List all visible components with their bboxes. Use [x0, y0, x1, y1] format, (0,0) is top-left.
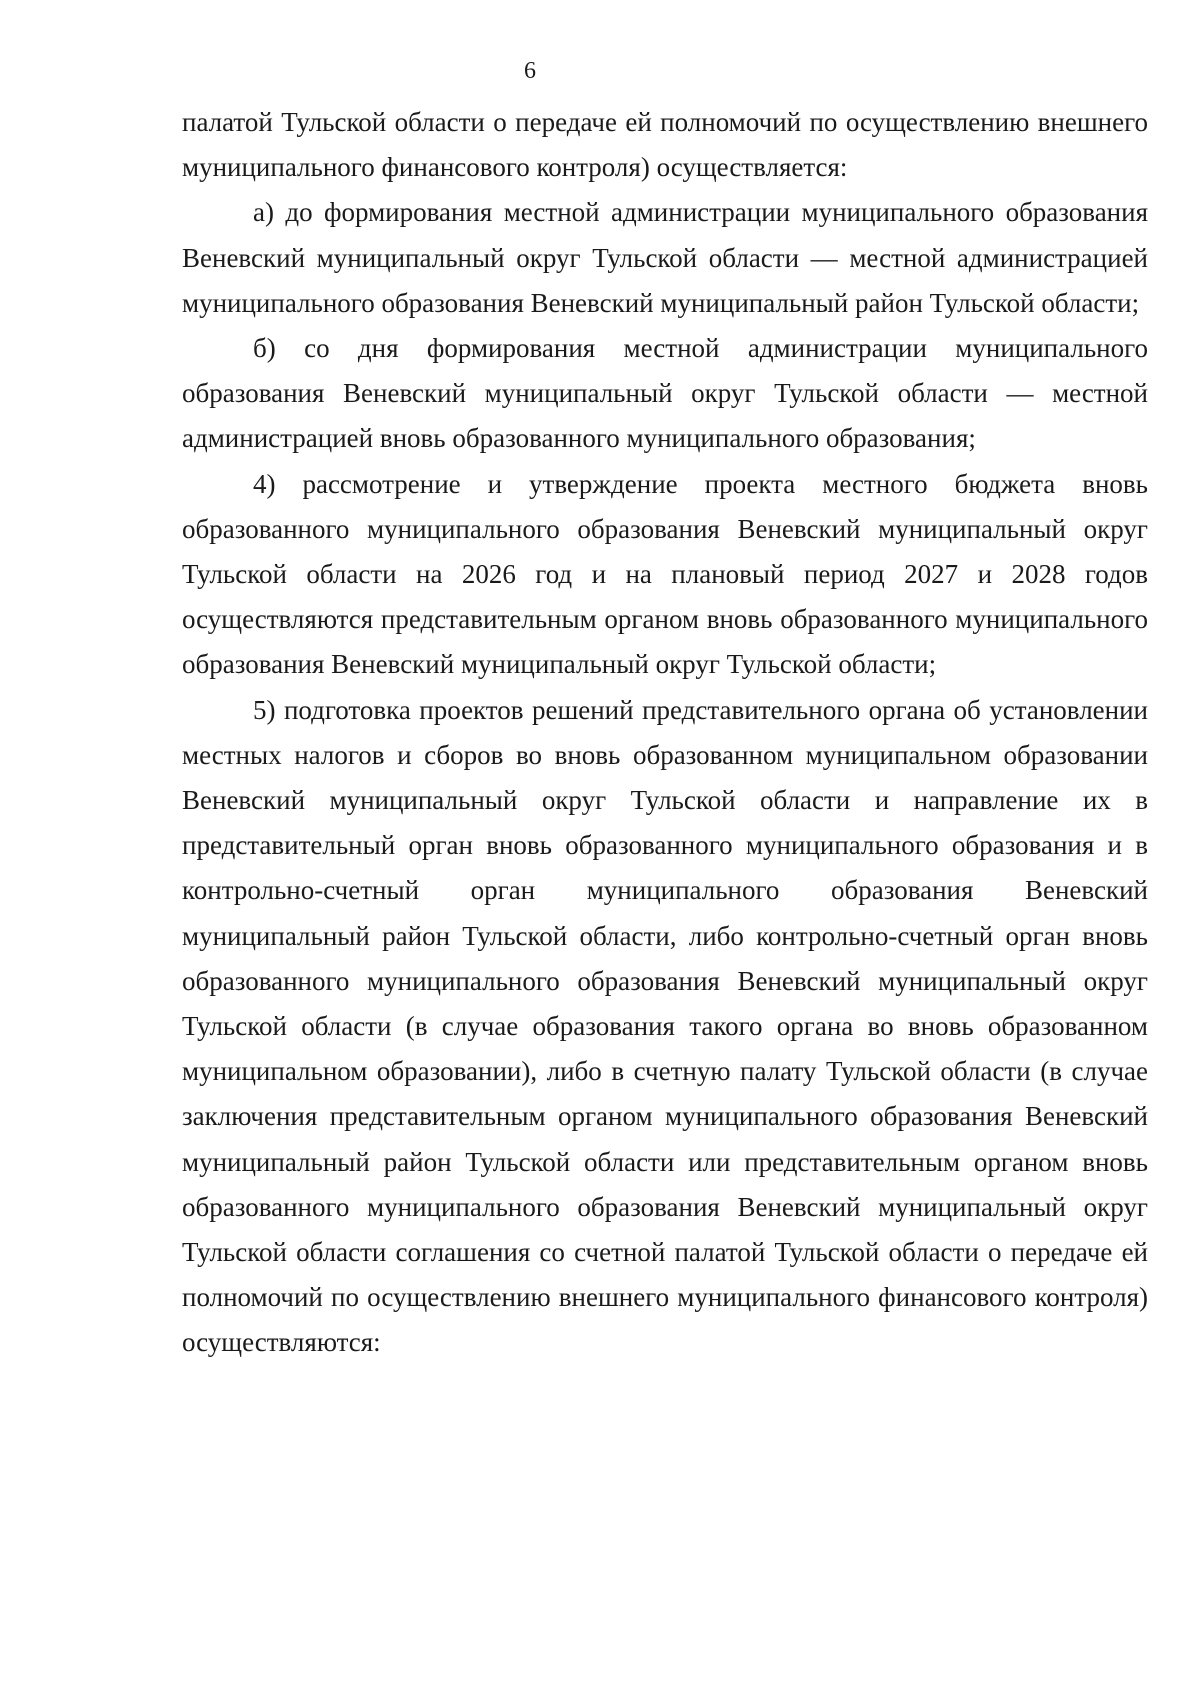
paragraph-item-5: 5) подготовка проектов решений представительного органа об установлении местных налогов и сборов во вновь образованном муниципальном образовании Веневский муниципальный округ Тульской области и направление их в представительный орган вновь образованного муниципального образования и в контрольно-счетный орган муниципального образования Веневский муниципальный район Тульской области, либо контрольно-счетный орган вновь образованного муниципального образования Веневский муниципальный округ Тульской области (в случае образования такого органа во вновь образованном муниципальном образовании), либо в счетную палату Тульской области (в случае заключения представительным органом муниципального образования Веневский муниципальный район Тульской области или представительным органом вновь образованного муниципального образования Веневский муниципальный округ Тульской области соглашения со счетной палатой Тульской области о передаче ей полномочий по осуществлению внешнего муниципального финансового контроля) осуществляются: [182, 694, 1148, 1358]
page-number: 6 [524, 58, 536, 84]
paragraph-item-4: 4) рассмотрение и утверждение проекта местного бюджета вновь образованного муниципального образования Веневский муниципальный округ Тульской области на 2026 год и на плановый период 2027 и 2028 годов осуществляются представительным органом вновь образованного муниципального образования Веневский муниципальный округ Тульской области; [182, 468, 1148, 680]
paragraph-item-a: а) до формирования местной администрации муниципального образования Веневский муниципальный округ Тульской области — местной администрацией муниципального образования Веневский муниципальный район Тульской области; [182, 197, 1148, 318]
paragraph-item-b: б) со дня формирования местной администрации муниципального образования Веневский муниципальный округ Тульской области — местной администрацией вновь образованного муниципального образования; [182, 333, 1148, 454]
paragraph-continuation: палатой Тульской области о передаче ей полномочий по осуществлению внешнего муниципального финансового контроля) осуществляется: [182, 107, 1148, 183]
document-body [182, 100, 1148, 1366]
